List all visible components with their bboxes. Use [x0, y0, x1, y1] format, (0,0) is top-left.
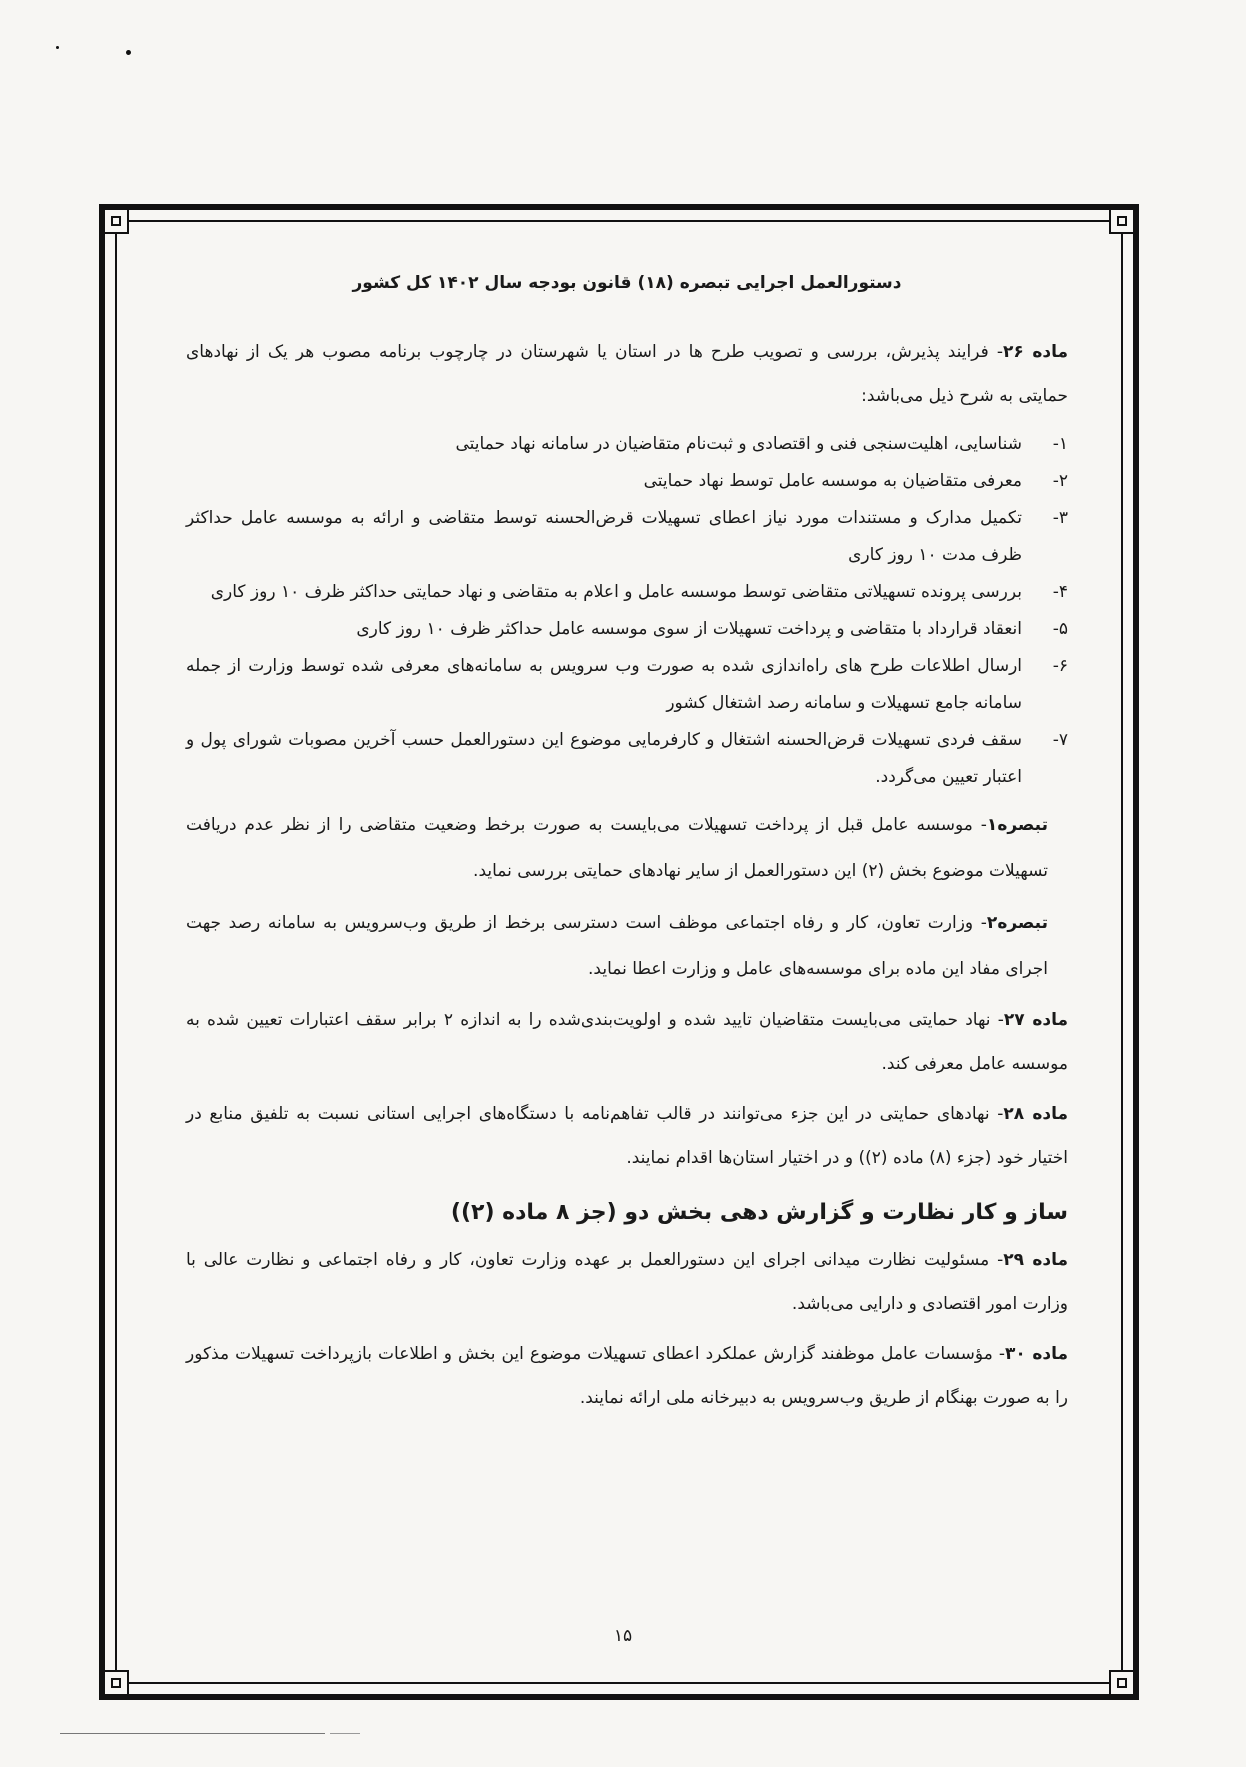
list-item-text: بررسی پرونده تسهیلاتی متقاضی توسط موسسه عامل و اعلام به متقاضی و نهاد حمایتی حداکثر ظرف ۱۰ روز کاری	[210, 582, 1022, 602]
list-item-text: شناسایی، اهلیت‌سنجی فنی و اقتصادی و ثبت‌نام متقاضیان در سامانه نهاد حمایتی	[455, 434, 1022, 454]
page-number: ۱۵	[613, 1626, 633, 1646]
list-item-text: انعقاد قرارداد با متقاضی و پرداخت تسهیلات از سوی موسسه عامل حداکثر ظرف ۱۰ روز کاری	[356, 619, 1022, 639]
article-29	[186, 1238, 1068, 1326]
section-heading: ساز و کار نظارت و گزارش دهی بخش دو (جز ۸ ماده (۲))	[450, 1200, 1068, 1225]
frame-corner-bottom-left	[103, 1670, 129, 1696]
list-item-text: سقف فردی تسهیلات قرض‌الحسنه اشتغال و کارفرمایی موضوع این دستورالعمل حسب آخرین مصوبات شورای پول و اعتبار تعیین می‌گردد.	[186, 730, 1022, 787]
list-item	[186, 574, 1068, 611]
scan-dot	[56, 46, 59, 49]
footer-rule	[60, 1733, 325, 1734]
article-27-label: ماده ۲۷	[1003, 1010, 1069, 1030]
note-1-label: تبصره۱	[986, 815, 1048, 835]
list-item	[186, 611, 1068, 648]
list-item	[186, 463, 1068, 500]
list-item	[186, 648, 1068, 722]
note-1	[186, 802, 1048, 894]
footer-rule-short	[330, 1733, 360, 1734]
list-item	[186, 500, 1068, 574]
list-item-text: ارسال اطلاعات طرح های راه‌اندازی شده به صورت وب سرویس به سامانه‌های معرفی شده توسط وزارت از جمله سامانه جامع تسهیلات و سامانه رصد اشتغال کشور	[186, 656, 1022, 713]
list-item-number: ۵-	[1052, 619, 1068, 639]
article-30-label: ماده ۳۰	[1005, 1344, 1069, 1364]
list-item-number: ۷-	[1052, 730, 1068, 750]
article-29-text: - مسئولیت نظارت میدانی اجرای این دستورالعمل بر عهده وزارت تعاون، کار و رفاه اجتماعی و نظارت عالی با وزارت امور اقتصادی و دارایی می‌باشد.	[186, 1250, 1068, 1314]
article-30-text: - مؤسسات عامل موظفند گزارش عملکرد اعطای تسهیلات موضوع این بخش و اطلاعات بازپرداخت تسهیلات مذکور را به صورت بهنگام از طریق وب‌سرویس به دبیرخانه ملی ارائه نمایند.	[186, 1344, 1068, 1408]
document-title: دستورالعمل اجرایی تبصره (۱۸) قانون بودجه سال ۱۴۰۲ کل کشور	[352, 273, 902, 293]
article-26-text: - فرایند پذیرش، بررسی و تصویب طرح ها در استان یا شهرستان در چارچوب برنامه مصوب هر یک از نهادهای حمایتی به شرح ذیل می‌باشد:	[186, 342, 1068, 406]
list-item-number: ۳-	[1052, 508, 1068, 528]
list-item-number: ۴-	[1052, 582, 1068, 602]
article-28	[186, 1092, 1068, 1180]
note-2-label: تبصره۲	[986, 913, 1048, 933]
list-item	[186, 426, 1068, 463]
article-26-label: ماده ۲۶	[1002, 342, 1068, 362]
scan-dot	[126, 50, 131, 55]
article-27-text: - نهاد حمایتی می‌بایست متقاضیان تایید شده و اولویت‌بندی‌شده را به اندازه ۲ برابر سقف اعتبارات تعیین شده به موسسه عامل معرفی کند.	[186, 1010, 1068, 1074]
article-26-items	[186, 426, 1068, 796]
article-29-label: ماده ۲۹	[1003, 1250, 1069, 1270]
note-1-text: - موسسه عامل قبل از پرداخت تسهیلات می‌بایست به صورت برخط وضعیت متقاضی را از نظر عدم دریافت تسهیلات موضوع بخش (۲) این دستورالعمل از سایر نهادهای حمایتی بررسی نماید.	[186, 815, 1048, 881]
list-item-text: معرفی متقاضیان به موسسه عامل توسط نهاد حمایتی	[643, 471, 1022, 491]
note-2-text: - وزارت تعاون، کار و رفاه اجتماعی موظف است دسترسی برخط از طریق وب‌سرویس به سامانه رصد جهت اجرای مفاد این ماده برای موسسه‌های عامل و وزارت اعطا نماید.	[186, 913, 1048, 979]
frame-corner-bottom-right	[1109, 1670, 1135, 1696]
list-item-number: ۱-	[1052, 434, 1068, 454]
document-body	[186, 262, 1068, 1426]
article-30	[186, 1332, 1068, 1420]
list-item-number: ۶-	[1052, 656, 1068, 676]
article-26	[186, 330, 1068, 418]
article-28-text: - نهادهای حمایتی در این جزء می‌توانند در قالب تفاهم‌نامه با دستگاه‌های اجرایی استانی نسبت به تلفیق منابع در اختیار خود (جزء (۸) ماده (۲)) و در اختیار استان‌ها اقدام نمایند.	[186, 1104, 1068, 1168]
list-item-text: تکمیل مدارک و مستندات مورد نیاز اعطای تسهیلات قرض‌الحسنه توسط متقاضی و ارائه به موسسه عامل حداکثر ظرف مدت ۱۰ روز کاری	[186, 508, 1022, 565]
list-item	[186, 722, 1068, 796]
frame-corner-top-right	[1109, 208, 1135, 234]
article-27	[186, 998, 1068, 1086]
list-item-number: ۲-	[1052, 471, 1068, 491]
note-2	[186, 900, 1048, 992]
frame-corner-top-left	[103, 208, 129, 234]
article-28-label: ماده ۲۸	[1003, 1104, 1069, 1124]
